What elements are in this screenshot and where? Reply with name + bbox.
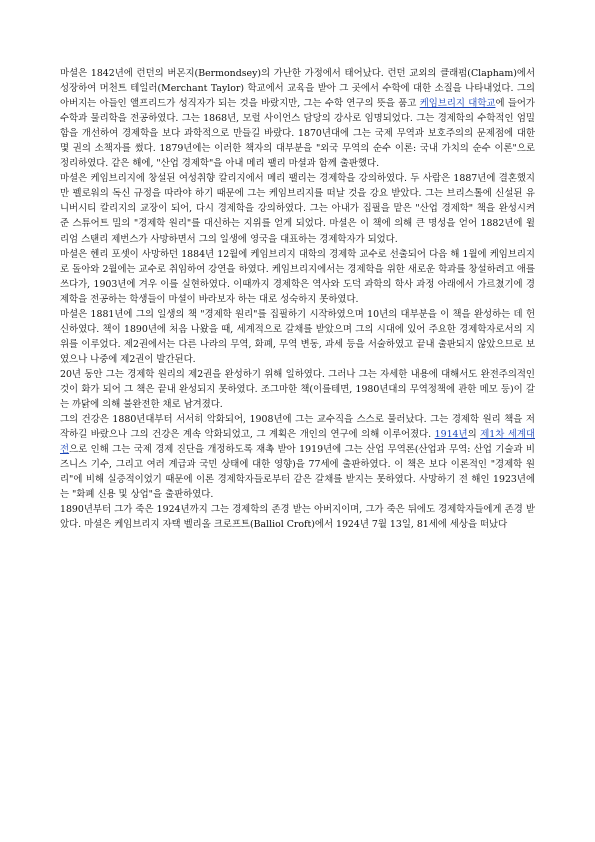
paragraph-text: 1890년부터 그가 죽은 1924년까지 그는 경제학의 존경 받는 아버지이며, 그가 죽은 뒤에도 경제학자들에게 존경 받았다. 마셜은 케임브리지 자택 벨리올 크로프트(Balliol Croft)에서 1924년 7월 13일, 81세에 세상을 떠났다 (60, 504, 535, 531)
paragraph-text: 으로 인해 그는 국제 경제 진단을 개정하도록 재촉 받아 1919년에 그는 산업 무역론(산업과 무역: 산업 기술과 비즈니스 기수, 그리고 여러 계급과 국민 상태에 대한 영향)을 77세에 출판하였다. 이 책은 보다 이론적인 "경제학 원리"에 비해 실증적이었기 때문에 이론 경제학자들로부터 같은 갈채를 받지는 못하였다. 사망하기 전 해인 1923년에는 "화폐 신용 및 상업"을 출판하였다. (60, 444, 535, 501)
link-cambridge-university[interactable]: 케임브리지 대학교 (419, 98, 496, 110)
paragraph-text: 20년 동안 그는 경제학 원리의 제2권을 완성하기 위해 일하였다. 그러나 그는 자세한 내용에 대해서도 완전주의적인 것이 화가 되어 그 책은 끝내 완성되지 못하였다. 조그마한 책(이를테면, 1980년대의 무역정책에 관한 메모 등)이 갈는 까닭에 의해 불완전한 채로 남겨졌다. (60, 368, 535, 411)
paragraph-death (60, 502, 535, 532)
article-body (60, 66, 535, 532)
paragraph-text: 마셜은 헨리 포셋이 사망하던 1884년 12월에 케임브리지 대학의 경제학 교수로 선출되어 다음 해 1월에 케임브리지로 돌아와 2월에는 교수로 취임하여 강연을 하였다. 케임브리지에서는 경제학을 위한 새로운 학과를 창설하려고 애를 쓰다가, 1903년에 겨우 이를 실현하였다. 이때까지 경제학은 역사와 도덕 과학의 학사 과정 아래에서 가르쳤기에 경제학을 전공하는 학생들이 마셜이 바라보자 하는 대로 성숙하지 못하였다. (60, 248, 535, 305)
paragraph-later-years (60, 412, 535, 502)
paragraph-second-volume (60, 367, 535, 412)
paragraph-text: 마셜은 1881년에 그의 일생의 책 "경제학 원리"를 집필하기 시작하였으며 10년의 대부분을 이 책을 완성하는 데 헌신하였다. 책이 1890년에 처음 나왔을 때, 세계적으로 갈채를 받았으며 그의 시대에 있어 주요한 경제학자로서의 지위를 이루었다. 제2권에서는 다른 나라의 무역, 화폐, 무역 변동, 과세 등을 서술하였고 끝내 출판되지 않았으므로 보였으나 나중에 제2권이 발간된다. (60, 308, 535, 365)
link-world-war-1[interactable]: 제1차 세계대전 (60, 429, 536, 456)
paragraph-text: 마셜은 케임브리지에 창설된 여성취향 칼리지에서 메리 팰리는 경제학을 강의하였다. 두 사람은 1887년에 결혼했지만 펠로워의 독신 규정을 따라야 하기 때문에 그는 케임브리지를 떠날 것을 강요 받았다. 그는 브리스톨에 신설된 유니버시티 칼리지의 교장이 되어, 다시 경제학을 강의하였다. 그는 아내가 집필을 맡은 "산업 경제학" 책을 완성시켜 준 스튜어트 밀의 "경제학 원리"를 대신하는 지위를 얻게 되었다. 마셜은 이 책에 의해 큰 명성을 얻어 1882년에 윌리엄 스탠리 제번스가 사망하면서 그의 일생에 영국을 대표하는 경제학자가 되었다. (60, 173, 535, 245)
paragraph-marriage (60, 171, 535, 246)
paragraph-early-life (60, 66, 535, 171)
paragraph-text: 의 (467, 429, 481, 441)
link-1914[interactable]: 1914년 (434, 429, 468, 441)
paragraph-principles (60, 307, 535, 367)
paragraph-text: 그의 건강은 1880년대부터 서서히 악화되어, 1908년에 그는 교수직을 스스로 물러났다. 그는 경제학 원리 책을 저작하길 바랐으나 그의 건강은 계속 악화되었고, 그 계획은 개인의 연구에 의해 이루어졌다. (60, 414, 535, 441)
paragraph-professorship (60, 247, 535, 307)
paragraph-text: 마셜은 1842년에 런던의 버몬지(Bermondsey)의 가난한 가정에서 태어났다. 런던 교외의 클래펌(Clapham)에서 성장하여 머천트 테일러(Merchant Taylor) 학교에서 교육을 받아 그 곳에서 수학에 대한 소질을 나타내었다. 그의 아버지는 아들인 앨프리드가 성직자가 되는 것을 바랐지만, 그는 수학 연구의 뜻을 품고 (60, 68, 535, 110)
paragraph-text: 에 들어가 수학과 물리학을 전공하였다. 그는 1868년, 모럴 사이언스 담당의 강사로 임명되었다. 그는 경제학의 수학적인 엄밀함을 개선하여 경제학을 보다 과학적으로 만들길 바랐다. 1870년대에 그는 국제 무역과 보호주의의 문제점에 대한 몇 권의 소책자를 썼다. 1879년에는 이러한 책자의 대부분을 "외국 무역의 순수 이론: 국내 가치의 순수 이론"으로 정리하였다. 같은 해에, "산업 경제학"을 아내 메리 팰리 마셜과 함께 출판했다. (60, 98, 535, 170)
